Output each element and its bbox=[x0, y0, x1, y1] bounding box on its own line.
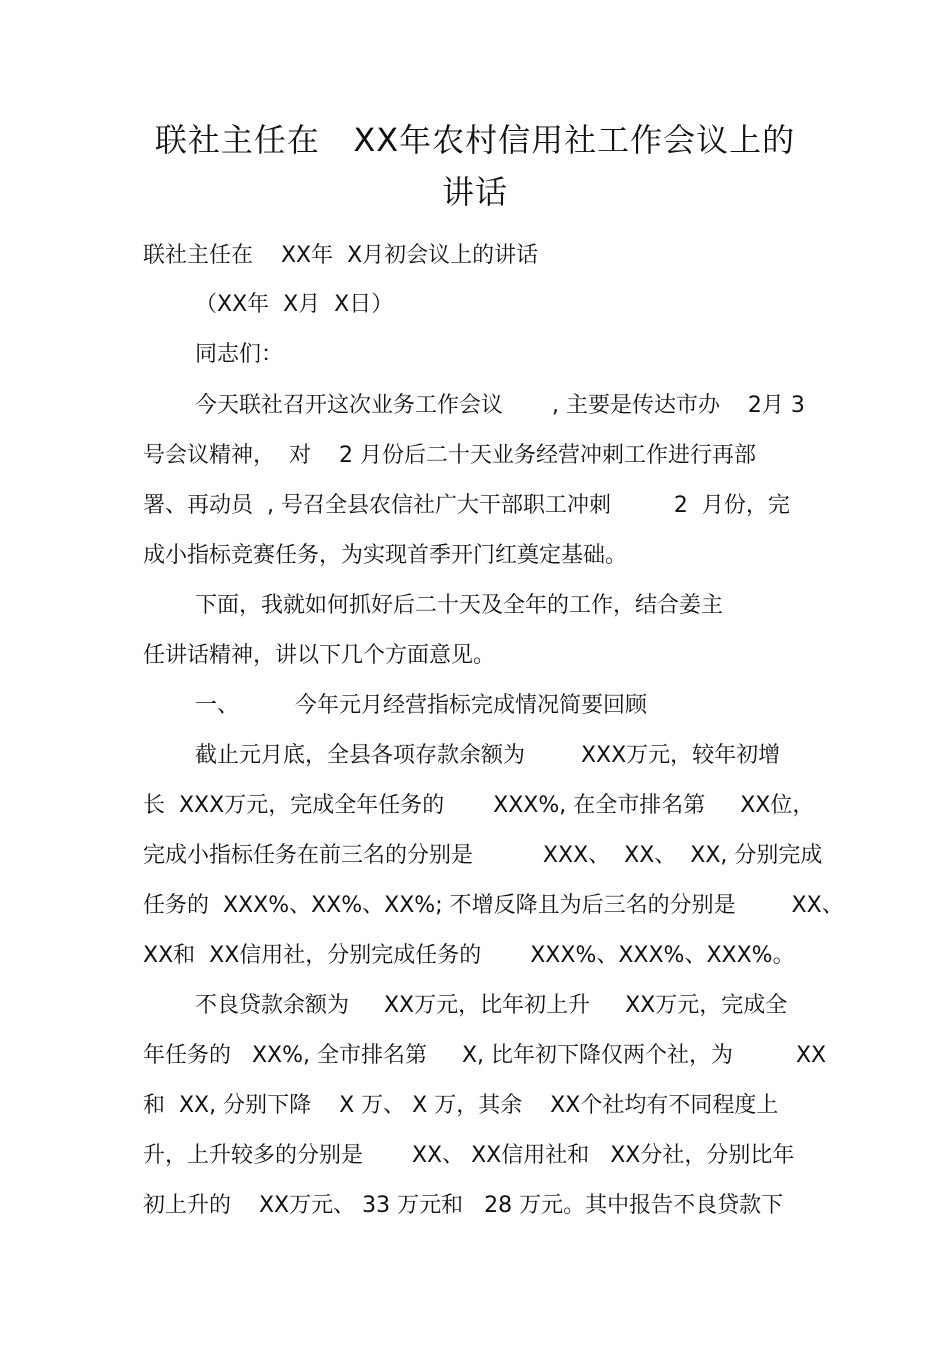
body-line: 和 XX, 分别下降 X 万、 X 万，其余 XX个社均有不同程度上 bbox=[143, 1093, 779, 1118]
body-line: 任务的 XXX%、XX%、XX%; 不增反降且为后三名的分别是 XX、 bbox=[143, 893, 844, 918]
body-line: 不良贷款余额为 XX万元，比年初上升 XX万元，完成全 bbox=[195, 993, 788, 1018]
body-line: 升，上升较多的分别是 XX、 XX信用社和 XX分社，分别比年 bbox=[143, 1143, 795, 1168]
body-line: 年任务的 XX%, 全市排名第 X, 比年初下降仅两个社，为 XX bbox=[143, 1043, 827, 1068]
document-greeting: 同志们： bbox=[195, 342, 284, 367]
body-line: 下面，我就如何抓好后二十天及全年的工作，结合姜主 bbox=[195, 593, 724, 618]
body-line: XX和 XX信用社，分别完成任务的 XXX%、XXX%、XXX%。 bbox=[143, 943, 795, 968]
document-title-line-2: 讲话 bbox=[441, 173, 508, 211]
body-line: 成小指标竞赛任务，为实现首季开门红奠定基础。 bbox=[143, 543, 628, 568]
document-subtitle: 联社主任在 XX年 X月初会议上的讲话 bbox=[143, 243, 539, 268]
body-line: 号会议精神， 对 2 月份后二十天业务经营冲刺工作进行再部 bbox=[143, 443, 756, 468]
body-line: 任讲话精神，讲以下几个方面意见。 bbox=[143, 643, 496, 668]
section-heading: 一、 今年元月经营指标完成情况简要回顾 bbox=[195, 693, 647, 718]
body-line: 初上升的 XX万元、 33 万元和 28 万元。其中报告不良贷款下 bbox=[143, 1193, 784, 1218]
body-line: 今天联社召开这次业务工作会议 , 主要是传达市办 2月 3 bbox=[195, 393, 805, 418]
body-line: 署、再动员 , 号召全县农信社广大干部职工冲刺 2 月份，完 bbox=[143, 493, 790, 518]
document-title-line-1: 联社主任在 XX年农村信用社工作会议上的 bbox=[154, 121, 796, 159]
body-line: 完成小指标任务在前三名的分别是 XXX、 XX、 XX, 分别完成 bbox=[143, 843, 823, 868]
document-date: （XX年 X月 X日） bbox=[195, 292, 394, 317]
body-line: 长 XXX万元，完成全年任务的 XXX%, 在全市排名第 XX位， bbox=[143, 793, 815, 818]
body-line: 截止元月底，全县各项存款余额为 XXX万元，较年初增 bbox=[195, 743, 781, 768]
